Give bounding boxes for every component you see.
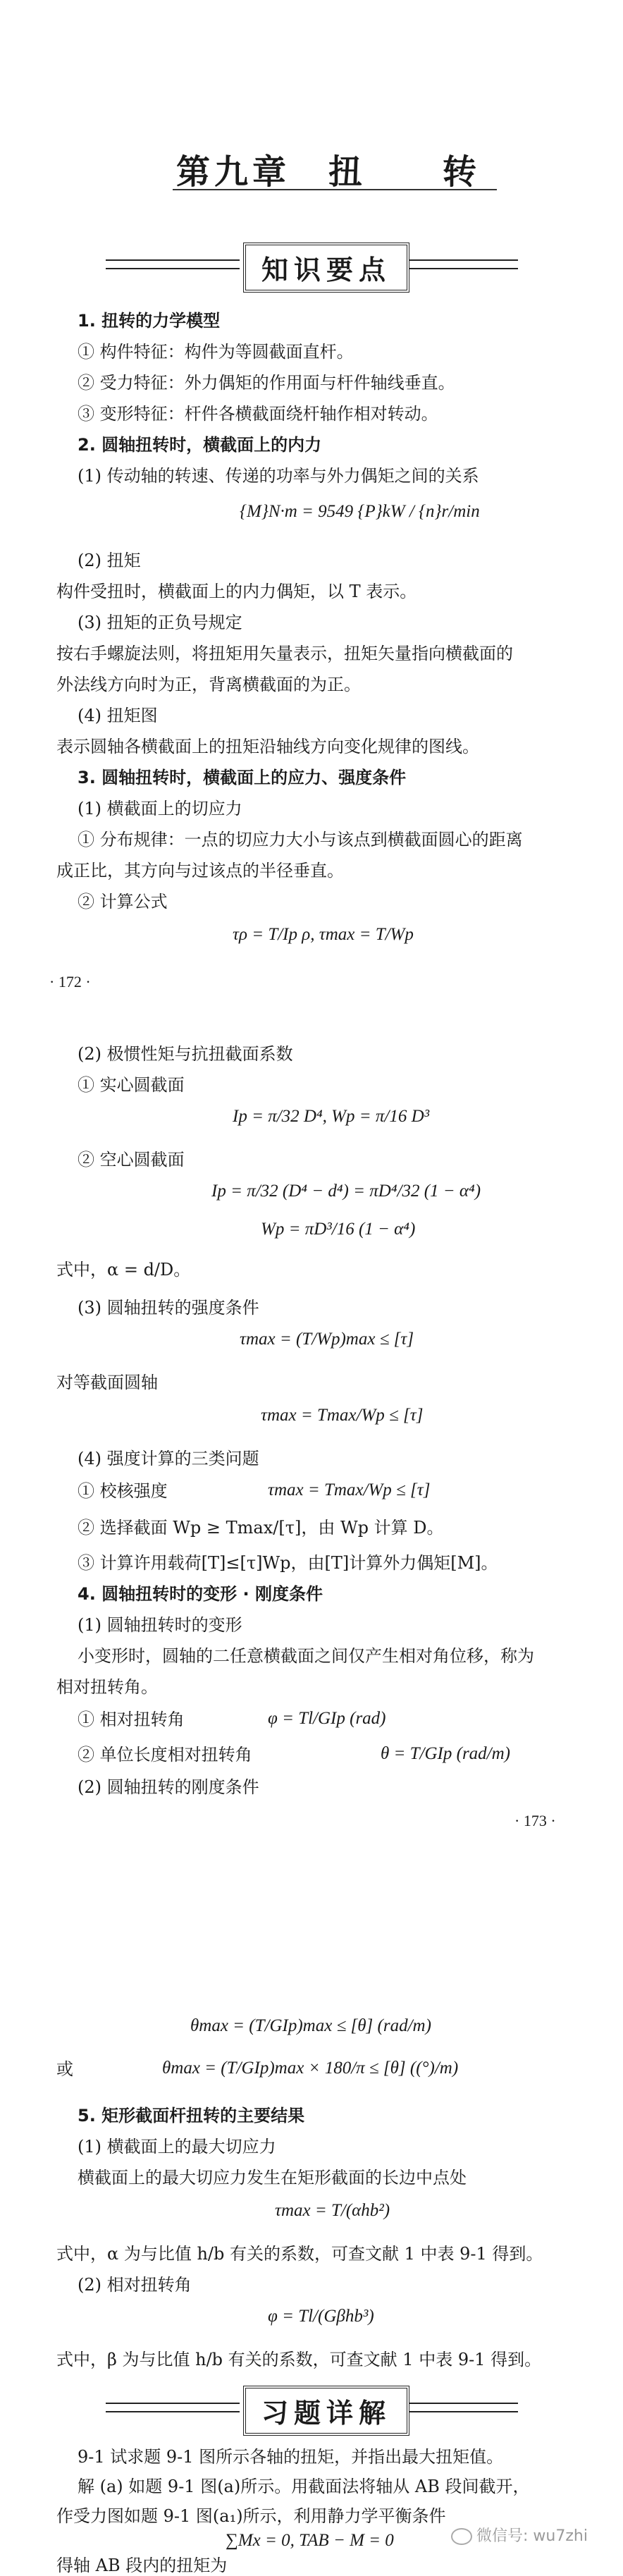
formula-strength: τmax = (T/Wp)max ≤ [τ] (240, 1330, 414, 1349)
text-line: (1) 圆轴扭转时的变形 (78, 1615, 242, 1635)
section-title-knowledge: 知识要点 (243, 243, 409, 293)
page-number: · 172 · (49, 973, 91, 990)
formula-equilibrium: ∑Mx = 0, TAB − M = 0 (226, 2531, 394, 2550)
text-line: (1) 传动轴的转速、传递的功率与外力偶矩之间的关系 (78, 466, 479, 486)
text-line: 对等截面圆轴 (56, 1373, 158, 1392)
watermark-text: 微信号: wu7zhi (476, 2527, 588, 2545)
ornament-line-left (106, 259, 240, 269)
text-line: ① 构件特征：构件为等圆截面直杆。 (78, 342, 354, 362)
text-line: ① 校核强度 (78, 1481, 168, 1501)
text-line: 表示圆轴各横截面上的扭矩沿轴线方向变化规律的图线。 (56, 737, 479, 756)
problem-statement: 9-1 试求题 9-1 图所示各轴的扭矩，并指出最大扭矩值。 (78, 2447, 504, 2467)
formula-twist-angle: φ = Tl/GIp (rad) (268, 1709, 386, 1728)
text-line: (2) 圆轴扭转的刚度条件 (78, 1777, 259, 1797)
text-line: 构件受扭时，横截面上的内力偶矩，以 T 表示。 (56, 582, 417, 601)
text-line: 横截面上的最大切应力发生在矩形截面的长边中点处 (78, 2168, 467, 2188)
chapter-header (0, 0, 623, 211)
text-line: ② 单位长度相对扭转角 (78, 1745, 252, 1765)
text-line: 成正比，其方向与过该点的半径垂直。 (56, 861, 344, 881)
text-line: 外法线方向时为正，背离横截面的为正。 (56, 675, 361, 694)
text-line: (3) 扭矩的正负号规定 (78, 613, 242, 632)
text-line: 小变形时，圆轴的二任意横截面之间仅产生相对角位移，称为 (78, 1646, 534, 1666)
text-line: ③ 变形特征：杆件各横截面绕杆轴作相对转动。 (78, 404, 438, 424)
text-line: ② 选择截面 Wp ≥ Tmax/[τ]，由 Wp 计算 D。 (78, 1518, 444, 1538)
heading-5: 5. 矩形截面杆扭转的主要结果 (78, 2106, 305, 2126)
text-line: (2) 极惯性矩与抗扭截面系数 (78, 1044, 293, 1064)
section-title-exercises: 习题详解 (243, 2386, 409, 2436)
text-line: (3) 圆轴扭转的强度条件 (78, 1298, 259, 1318)
text-line: ② 空心圆截面 (78, 1150, 185, 1170)
text-line: (1) 横截面上的切应力 (78, 799, 242, 818)
formula-rect-stress: τmax = T/(αhb²) (275, 2201, 390, 2220)
chapter-rule (173, 189, 497, 190)
formula-solid-section: Ip = π/32 D⁴, Wp = π/16 D³ (233, 1107, 430, 1126)
watermark (451, 2524, 588, 2546)
chapter-title: 第九章 扭 转 (176, 152, 481, 192)
heading-4: 4. 圆轴扭转时的变形 · 刚度条件 (78, 1584, 323, 1604)
formula-unit-twist: θ = T/GIp (rad/m) (381, 1744, 511, 1763)
text-line: ① 分布规律：一点的切应力大小与该点到横截面圆心的距离 (78, 830, 523, 850)
heading-1: 1. 扭转的力学模型 (78, 311, 221, 331)
ornament-line-left (106, 2403, 240, 2412)
heading-2: 2. 圆轴扭转时，横截面上的内力 (78, 435, 322, 455)
solution-line: 得轴 AB 段内的扭矩为 (56, 2556, 228, 2575)
text-line: 式中，α = d/D。 (56, 1260, 191, 1280)
text-line: (2) 相对扭转角 (78, 2275, 192, 2295)
text-line: ① 实心圆截面 (78, 1075, 185, 1095)
heading-3: 3. 圆轴扭转时，横截面上的应力、强度条件 (78, 768, 407, 787)
text-line: ② 计算公式 (78, 892, 168, 912)
solution-line: 作受力图如题 9-1 图(a₁)所示，利用静力学平衡条件 (56, 2506, 446, 2526)
wechat-icon (451, 2528, 472, 2545)
formula-hollow-wp: Wp = πD³/16 (1 − α⁴) (261, 1220, 416, 1239)
text-line: 按右手螺旋法则，将扭矩用矢量表示，扭矩矢量指向横截面的 (56, 644, 513, 663)
formula-rect-twist: φ = Tl/(Gβhb³) (268, 2307, 374, 2326)
formula-check-strength: τmax = Tmax/Wp ≤ [τ] (268, 1480, 431, 1499)
formula-torque-power: {M}N·m = 9549 {P}kW / {n}r/min (240, 502, 480, 521)
formula-shear-stress: τρ = T/Ip ρ, τmax = T/Wp (233, 925, 414, 944)
page-172 (0, 211, 623, 990)
text-line: 式中，β 为与比值 h/b 有关的系数，可查文献 1 中表 9-1 得到。 (56, 2350, 542, 2369)
formula-stiffness-deg: θmax = (T/GIp)max × 180/π ≤ [θ] ((°)/m) (162, 2059, 459, 2078)
text-line: 相对扭转角。 (56, 1677, 158, 1697)
text-line: 式中，α 为与比值 h/b 有关的系数，可查文献 1 中表 9-1 得到。 (56, 2244, 543, 2264)
page-173 (0, 1015, 623, 1829)
text-line: 或 (56, 2059, 73, 2079)
text-line: ② 受力特征：外力偶矩的作用面与杆件轴线垂直。 (78, 373, 455, 393)
text-line: (4) 强度计算的三类问题 (78, 1449, 259, 1468)
formula-strength-uniform: τmax = Tmax/Wp ≤ [τ] (261, 1406, 424, 1425)
text-line: (4) 扭矩图 (78, 706, 158, 725)
text-line: (1) 横截面上的最大切应力 (78, 2137, 276, 2157)
page-174 (0, 2016, 623, 2576)
page-number: · 173 · (514, 1812, 556, 1829)
formula-hollow-ip: Ip = π/32 (D⁴ − d⁴) = πD⁴/32 (1 − α⁴) (211, 1182, 481, 1201)
formula-stiffness-rad: θmax = (T/GIp)max ≤ [θ] (rad/m) (190, 2016, 431, 2035)
text-line: ③ 计算许用载荷[T]≤[τ]Wp，由[T]计算外力偶矩[M]。 (78, 1553, 498, 1573)
solution-line: 解 (a) 如题 9-1 图(a)所示。用截面法将轴从 AB 段间截开， (78, 2477, 530, 2496)
text-line: (2) 扭矩 (78, 551, 141, 570)
text-line: ① 相对扭转角 (78, 1710, 185, 1729)
